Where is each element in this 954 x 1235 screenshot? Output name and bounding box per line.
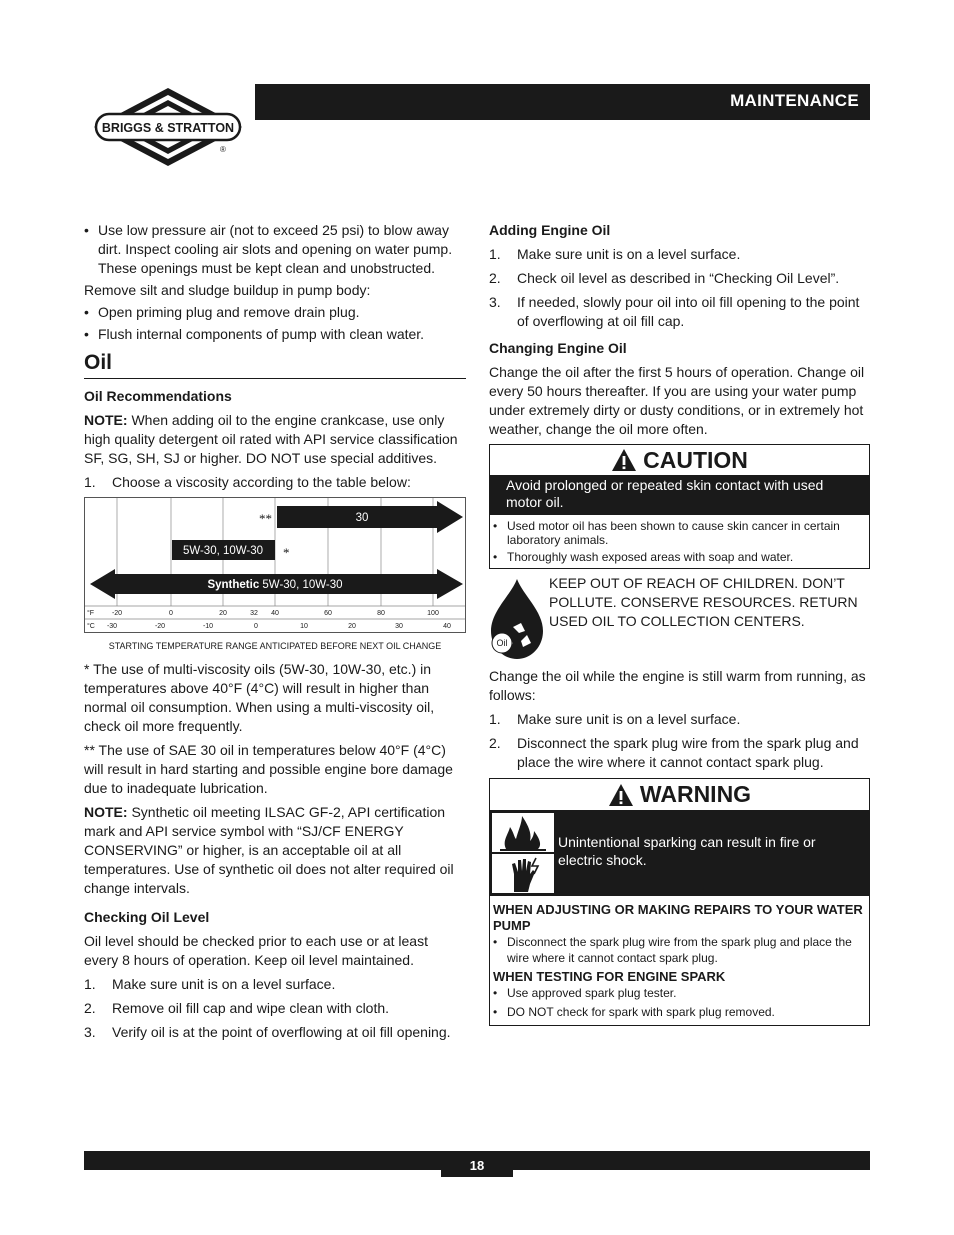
f-tick: -20 — [111, 610, 123, 617]
warning-triangle-icon — [608, 783, 634, 807]
electric-shock-icon — [492, 854, 554, 893]
f-tick: 40 — [271, 610, 279, 617]
fire-icon — [492, 813, 554, 852]
note-label: NOTE: — [84, 412, 128, 428]
viscosity-chart — [84, 497, 466, 633]
note-paragraph — [84, 411, 466, 468]
footnote-double-star — [84, 741, 466, 798]
list-item: • Used motor oil has been shown to cause skin cancer in certain laboratory animals. — [493, 519, 863, 547]
warm-engine-text: Change the oil while the engine is still warm from running, as follows: — [489, 668, 866, 703]
page-number: 18 — [441, 1151, 513, 1177]
caution-box — [489, 444, 870, 569]
synthetic-rest: 5W-30, 10W-30 — [259, 579, 343, 591]
c-unit: °C — [87, 623, 95, 630]
c-tick: 20 — [348, 623, 356, 630]
warning-word: WARNING — [639, 781, 752, 807]
list-item: • Use approved spark plug tester. — [493, 985, 863, 1001]
step-text: Remove oil fill cap and wipe clean with cloth. — [112, 1000, 390, 1016]
note-label: NOTE: — [84, 804, 128, 820]
changing-oil-heading: Changing Engine Oil — [489, 340, 627, 356]
briggs-stratton-logo — [92, 86, 244, 168]
c-tick: -30 — [106, 623, 118, 630]
sae30-arrow — [277, 501, 463, 533]
f-tick: 20 — [219, 610, 227, 617]
step-number: 1. — [489, 246, 501, 262]
chart-caption: STARTING TEMPERATURE RANGE ANTICIPATED BEFORE NEXT OIL CHANGE — [108, 641, 442, 651]
step-number: 3. — [489, 294, 501, 310]
note-text: Synthetic oil meeting ILSAC GF-2, API certification mark and API service symbol with “SJ/CF ENERGY CONSERVING” or higher, is an acceptable oil at all temperatures. Use of synthetic oil does not alter required oil change intervals. — [84, 804, 454, 896]
step-text: Disconnect the spark plug wire from the spark plug and place the wire where it cannot contact spark plug. — [517, 735, 859, 770]
note-text: When adding oil to the engine crankcase, use only high quality detergent oil rated with API service classification SF, SG, SH, SJ or higher. DO NOT use special additives. — [84, 412, 458, 466]
synthetic-bold: Synthetic — [207, 579, 260, 591]
step-number: 3. — [84, 1024, 96, 1040]
svg-text:Synthetic 5W-30, 10W-30 — [207, 579, 342, 591]
step-text: If needed, slowly pour oil into oil fill opening to the point of overflowing at oil fill cap. — [517, 294, 860, 329]
f-tick: 60 — [324, 610, 332, 617]
step-number: 2. — [84, 1000, 96, 1016]
list-item: • Open priming plug and remove drain plug. — [84, 303, 466, 322]
warning-header — [490, 779, 869, 811]
changing-oil-text: Change the oil after the first 5 hours of operation. Change oil every 50 hours thereafter. If you are using your water pump under extremely dirty or dusty conditions, or in extremely hot weather, change the oil more often. — [489, 364, 865, 437]
c-tick: -20 — [154, 623, 166, 630]
caution-list — [490, 515, 869, 568]
warning-subheading: WHEN TESTING FOR ENGINE SPARK — [493, 969, 726, 984]
footnote-text: The use of multi-viscosity oils (5W-30, 10W-30, etc.) in temperatures above 40°F (4°C) will result in higher than normal oil consumption. When using a multi-viscosity oil, check oil more frequently. — [84, 661, 435, 734]
warning-subheading: WHEN ADJUSTING OR MAKING REPAIRS TO YOUR WATER PUMP — [493, 902, 863, 933]
c-tick: 10 — [300, 623, 308, 630]
step-number: 2. — [489, 735, 501, 751]
warning-box — [489, 778, 870, 1026]
right-column — [489, 221, 870, 1026]
list-item — [489, 293, 870, 331]
list-item — [489, 734, 870, 772]
warning-message: Unintentional sparking can result in fire or electric shock. — [558, 834, 816, 868]
oil-heading: Oil — [84, 350, 466, 379]
footnote-mark: * — [84, 661, 90, 677]
list-item — [84, 975, 466, 994]
header-bar — [255, 84, 870, 120]
c-tick: 30 — [395, 623, 403, 630]
list-item — [84, 1023, 466, 1042]
list-item — [84, 999, 466, 1018]
sae30-label: 30 — [355, 512, 369, 524]
oil-recycle-notice — [489, 575, 870, 667]
list-item: • Use low pressure air (not to exceed 25 psi) to blow away dirt. Inspect cooling air slots and opening on water pump. These openings must be kept clean and unobstructed. — [84, 221, 466, 278]
list-item: • Flush internal components of pump with clean water. — [84, 325, 466, 344]
f-tick: 100 — [427, 610, 439, 617]
step-text: Choose a viscosity according to the table below: — [112, 474, 411, 490]
step-text: Verify oil is at the point of overflowing at oil fill opening. — [112, 1024, 451, 1040]
footnote-mark: ** — [84, 742, 95, 758]
checking-oil-intro: Oil level should be checked prior to each use or at least every 8 hours of operation. Keep oil level maintained. — [84, 933, 428, 968]
single-star: * — [283, 545, 290, 560]
list-item: • Disconnect the spark plug wire from the spark plug and place the wire where it cannot contact spark plug. — [493, 934, 863, 966]
step-number: 1. — [84, 976, 96, 992]
adding-oil-heading: Adding Engine Oil — [489, 222, 611, 238]
list-item — [489, 245, 870, 264]
list-item: • DO NOT check for spark with spark plug removed. — [493, 1004, 863, 1020]
warning-triangle-icon — [611, 448, 637, 472]
oil-recommendations-heading: Oil Recommendations — [84, 388, 232, 404]
step-text: Make sure unit is on a level surface. — [517, 246, 741, 262]
c-tick: 40 — [443, 623, 451, 630]
step-number: 1. — [489, 711, 501, 727]
caution-header — [490, 445, 869, 475]
f-tick: 32 — [250, 610, 258, 617]
step-text: Make sure unit is on a level surface. — [112, 976, 336, 992]
logo-registered-mark: ® — [220, 145, 226, 154]
f-tick: 0 — [169, 610, 173, 617]
list-item — [84, 473, 466, 492]
footnote-text: The use of SAE 30 oil in temperatures below 40°F (4°C) will result in hard starting and possible engine bore damage due to inadequate lubrication. — [84, 742, 453, 796]
c-tick: -10 — [202, 623, 214, 630]
list-item — [489, 710, 870, 729]
recycle-text: KEEP OUT OF REACH OF CHILDREN. DON’T POLLUTE. CONSERVE RESOURCES. RETURN USED OIL TO COLLECTION CENTERS. — [549, 575, 858, 629]
oil-drop-recycle-icon — [487, 577, 547, 661]
double-star: ** — [259, 511, 272, 526]
step-text: Make sure unit is on a level surface. — [517, 711, 741, 727]
multi-viscosity-label: 5W-30, 10W-30 — [182, 545, 264, 557]
footnote-single-star — [84, 660, 466, 736]
step-number: 1. — [84, 474, 96, 490]
c-tick: 0 — [254, 623, 258, 630]
left-column — [84, 221, 466, 1047]
caution-word: CAUTION — [643, 446, 748, 473]
list-item — [489, 269, 870, 288]
section-title: MAINTENANCE — [730, 91, 859, 110]
f-tick: 80 — [377, 610, 385, 617]
checking-oil-heading: Checking Oil Level — [84, 909, 210, 925]
warning-message-band — [490, 811, 869, 896]
step-number: 2. — [489, 270, 501, 286]
list-item: • Thoroughly wash exposed areas with soap and water. — [493, 550, 863, 564]
step-text: Check oil level as described in “Checking Oil Level”. — [517, 270, 840, 286]
f-unit: °F — [87, 610, 95, 617]
oil-drop-label: Oil — [496, 638, 508, 648]
logo-text: BRIGGS & STRATTON — [101, 121, 235, 135]
warning-body — [490, 896, 869, 1025]
caution-message: Avoid prolonged or repeated skin contact with used motor oil. — [490, 475, 869, 515]
silt-intro: Remove silt and sludge buildup in pump body: — [84, 282, 371, 298]
note-paragraph — [84, 803, 466, 898]
